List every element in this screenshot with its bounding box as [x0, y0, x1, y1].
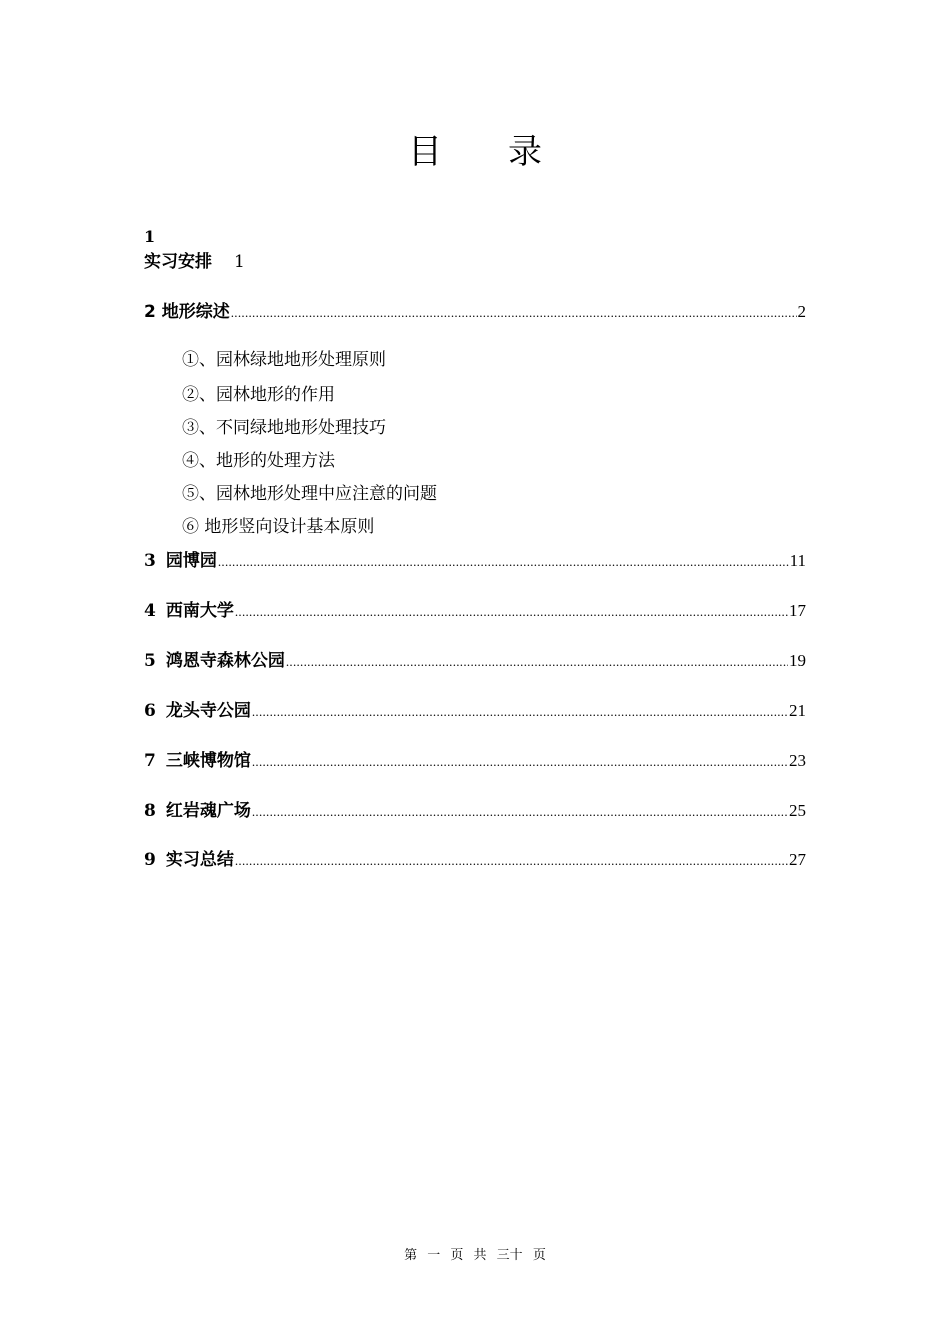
toc-section-1[interactable] — [144, 250, 245, 274]
toc-entry-5[interactable] — [144, 649, 806, 674]
page-footer: 第 一 页 共 三十 页 — [404, 1248, 546, 1263]
toc-subitem[interactable]: ④、地形的处理方法 — [182, 451, 335, 471]
toc-section-2-label: 2 地形综述 — [144, 302, 230, 322]
title-char-1: 目 — [408, 132, 442, 172]
toc-entry-label: 龙头寺公园 — [165, 701, 251, 721]
toc-entry-4[interactable] — [144, 599, 806, 624]
toc-entry-page: 21 — [789, 701, 806, 720]
toc-entry-label: 三峡博物馆 — [165, 751, 251, 771]
toc-entry-number: 9 — [144, 850, 156, 870]
toc-section-2[interactable] — [144, 300, 806, 325]
toc-entry-8[interactable] — [144, 799, 806, 824]
toc-entry-label: 实习总结 — [165, 850, 234, 870]
toc-entry-label: 西南大学 — [165, 601, 234, 621]
toc-entry-number: 3 — [144, 551, 156, 571]
toc-dot-leader — [286, 650, 788, 674]
toc-entry-label: 园博园 — [165, 551, 217, 571]
toc-subitem[interactable]: ③、不同绿地地形处理技巧 — [182, 418, 386, 438]
toc-dot-leader — [235, 600, 788, 624]
toc-entry-9[interactable] — [144, 848, 806, 873]
toc-entry-label: 红岩魂广场 — [165, 801, 251, 821]
toc-entry-number: 7 — [144, 751, 156, 771]
toc-subitem[interactable]: ②、园林地形的作用 — [182, 385, 335, 405]
toc-entry-page: 17 — [789, 601, 806, 620]
toc-dot-leader — [252, 750, 788, 774]
toc-subitem[interactable]: ⑤、园林地形处理中应注意的问题 — [182, 484, 437, 504]
page-title — [0, 130, 950, 174]
toc-entry-page: 19 — [789, 651, 806, 670]
toc-section-2-page: 2 — [797, 302, 806, 321]
toc-entry-page: 23 — [789, 751, 806, 770]
toc-section-1-number: 1 — [144, 227, 156, 246]
toc-entry-7[interactable] — [144, 749, 806, 774]
toc-dot-leader — [252, 700, 788, 724]
toc-dot-leader — [235, 849, 788, 873]
toc-entry-label: 鸿恩寺森林公园 — [165, 651, 285, 671]
toc-section-1-label: 实习安排 — [144, 252, 212, 272]
toc-entry-page: 11 — [789, 551, 806, 570]
title-char-2: 录 — [508, 132, 542, 172]
toc-subitem[interactable]: ①、园林绿地地形处理原则 — [182, 350, 386, 370]
toc-entry-number: 5 — [144, 651, 156, 671]
toc-entry-number: 4 — [144, 601, 156, 621]
toc-entry-page: 25 — [789, 801, 806, 820]
toc-entry-number: 6 — [144, 701, 156, 721]
toc-subitem[interactable]: ⑥ 地形竖向设计基本原则 — [182, 517, 375, 537]
toc-dot-leader — [252, 800, 788, 824]
toc-dot-leader — [231, 301, 797, 325]
toc-entry-6[interactable] — [144, 699, 806, 724]
toc-entry-3[interactable] — [144, 549, 806, 574]
toc-entry-page: 27 — [789, 850, 806, 869]
toc-entry-number: 8 — [144, 801, 156, 821]
toc-dot-leader — [218, 550, 789, 574]
toc-section-1-page: 1 — [234, 252, 245, 272]
